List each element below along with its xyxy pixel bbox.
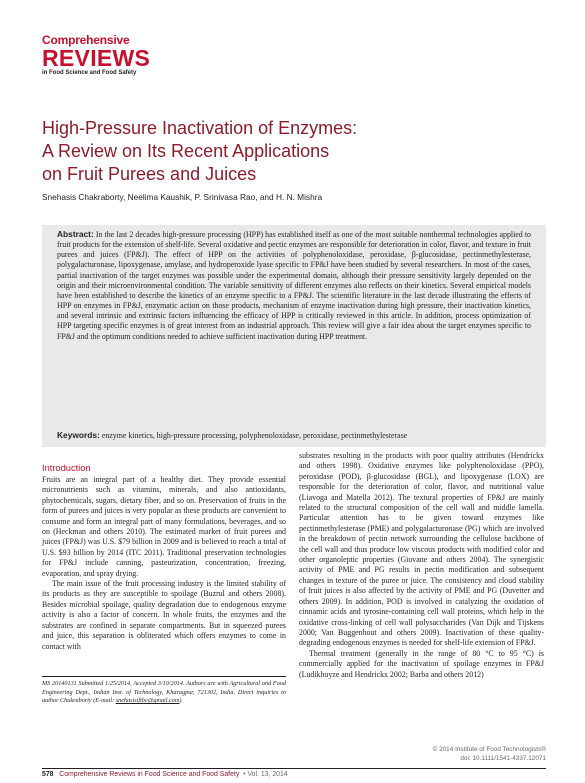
author-email-link[interactable]: snehasisiftbe@gmail.com	[115, 697, 180, 705]
keywords-label: Keywords:	[57, 430, 100, 440]
logo-line-3: in Food Science and Food Safety	[42, 70, 137, 76]
footer-journal-name: Comprehensive Reviews in Food Science and Food Safety	[59, 771, 240, 778]
logo-line-2: REVIEWS	[42, 45, 151, 71]
article-title	[42, 117, 512, 186]
paragraph: The main issue of the fruit processing industry is the limited stability of its products as they are susceptible to spoilage (Buzrul and others 2008). Besides microbial spoilage, quality degradation due to endogenous enzyme activity is also a factor of concern. In whole fruits, the enzymes and the substrates are confined in separate compartments. But in squeezed purees and juice, this separation is obliterated which offers enzymes to come in contact with	[42, 579, 286, 651]
paragraph: Fruits are an integral part of a healthy diet. They provide essential micronutrients such as vitamins, minerals, and also antioxidants, phytochemicals, sugars, dietary fiber, and so on. Preservation of fruits in the form of purees and juices is very popular as these products are convenient to consume and form an integral part of many formulations, beverages, and so on (Heckman and others 2010). The estimated market of fruit purees and juices (FP&J) was U.S. $79 billion in 2009 and is believed to reach a total of U.S. $93 billion by 2014 (ITC 2011). Traditional preservation technologies for FP&J include canning, pasteurization, concentration, freezing, evaporation, and spray drying.	[42, 475, 286, 578]
footnote-text: MS 20140131 Submitted 1/25/2014, Accepted 3/10/2014. Authors are with Agricultural and Food Engineering Dept., Indian Inst. of Technology, Kharagpur, 721302, India. Direct inquiries to author Chakraborty (E-mail:	[42, 680, 286, 705]
footnote-rule	[42, 676, 286, 677]
paragraph: Thermal treatment (generally in the range of 80 °C to 95 °C) is commercially applied for the inactivation of spoilage enzymes in FP&J (Ludikhuyze and Hendrickx 2002; Barba and others 2012)	[299, 648, 544, 679]
copyright-line: © 2014 Institute of Food Technologists®	[432, 746, 546, 753]
abstract-label: Abstract:	[57, 229, 94, 239]
right-column	[299, 451, 544, 680]
title-line-2: A Review on Its Recent Applications	[42, 141, 330, 161]
footer-volume: • Vol. 13, 2014	[243, 771, 288, 778]
paragraph: substrates resulting in the products with poor quality attributes (Hendrickx and others 1998). Oxidative enzymes like polyphenoloxidase (PPO), peroxidase (POD), β-glucosidase (BGL), and lipoxygenase (LOX) are responsible for the deterioration of color, flavor, and nutritional value (Liavoga and Matella 2012). The textural properties of FP&J are mainly related to the structural composition of the cell wall and middle lamella. Particular attention has to be given toward enzymes like pectinmethylesterase (PME) and polygalacturonase (PG) which are involved in the breakdown of pectin network surrounding the cellulose backbone of the cell wall and thus produce low viscous products with modified color and other organoleptic properties (Giovane and others 2004). The synergistic activity of PME and PG results in pectin modification and subsequent changes in texture of the puree or juice. The consistency and cloud stability of fruit juices is also affected by the activity of PME and PG (Duvetter and others 2009). In addition, POD is involved in catalyzing the oxidation of cinnamic acids and tyrosine-containing cell wall proteins, which help in the oxidative cross-linking of cell wall polysaccharides (Van Dijk and Tijskens 2000; Van Buggenhout and others 2009). Inactivation of these quality-degrading endogenous enzymes is needed for shelf-life extension of FP&J.	[299, 451, 544, 648]
footnote	[42, 680, 286, 706]
abstract-text: In the last 2 decades high-pressure processing (HPP) has established itself as one of the most suitable nonthermal technologies applied to fruit products for the extension of shelf-life. Several oxidative and pectic enzymes are responsible for deterioration in color, flavor, and texture in fruit purees and juices (FP&J). The effect of HPP on the activities of polyphenoloxidase, peroxidase, β-glucosidase, pectinmethylesterase, polygalacturonase, lipoxygenase, amylase, and hydroperoxide lyase specific to FP&J have been studied by several researchers. In most of the cases, partial inactivation of the target enzymes was possible under the experimental domain, although their pressure sensitivity largely depended on the origin and their microenvironmental condition. The variable sensitivity of different enzymes also reflects on their kinetics. Several empirical models have been established to describe the kinetics of an enzyme specific to a FP&J. The scientific literature in the last decade illustrating the effects of HPP on enzymes in FP&J, enzymatic action on those products, mechanism of enzyme inactivation during high pressure, their inactivation kinetics, and several intrinsic and extrinsic factors influencing the efficacy of HPP is critically reviewed in this article. In addition, process optimization of HPP targeting specific enzymes is of great interest from an industrial approach. This review will give a fair idea about the target enzymes specific to FP&J and the optimum conditions needed to achieve sufficient inactivation during HPP treatment.	[57, 230, 531, 341]
footer-rule	[42, 768, 546, 769]
title-line-3: on Fruit Purees and Juices	[42, 164, 257, 184]
title-line-1: High-Pressure Inactivation of Enzymes:	[42, 118, 358, 138]
keywords	[57, 430, 537, 440]
left-column	[42, 462, 286, 652]
abstract	[57, 229, 531, 342]
author-list: Snehasis Chakraborty, Neelima Kaushik, P. Srinivasa Rao, and H. N. Mishra	[42, 192, 323, 202]
logo-line-1: Comprehensive	[42, 33, 130, 47]
page-footer	[42, 771, 546, 778]
doi-line: doi: 10.1111/1541-4337.12071	[460, 755, 546, 762]
copyright-block	[350, 745, 546, 763]
keywords-text: enzyme kinetics, high-pressure processing, polyphenoloxidase, peroxidase, pectinmethylesterase	[101, 431, 408, 440]
footnote-end: ).	[179, 697, 183, 705]
page-number: 578	[42, 771, 54, 778]
journal-logo	[42, 34, 192, 77]
section-heading-introduction: Introduction	[42, 463, 91, 473]
